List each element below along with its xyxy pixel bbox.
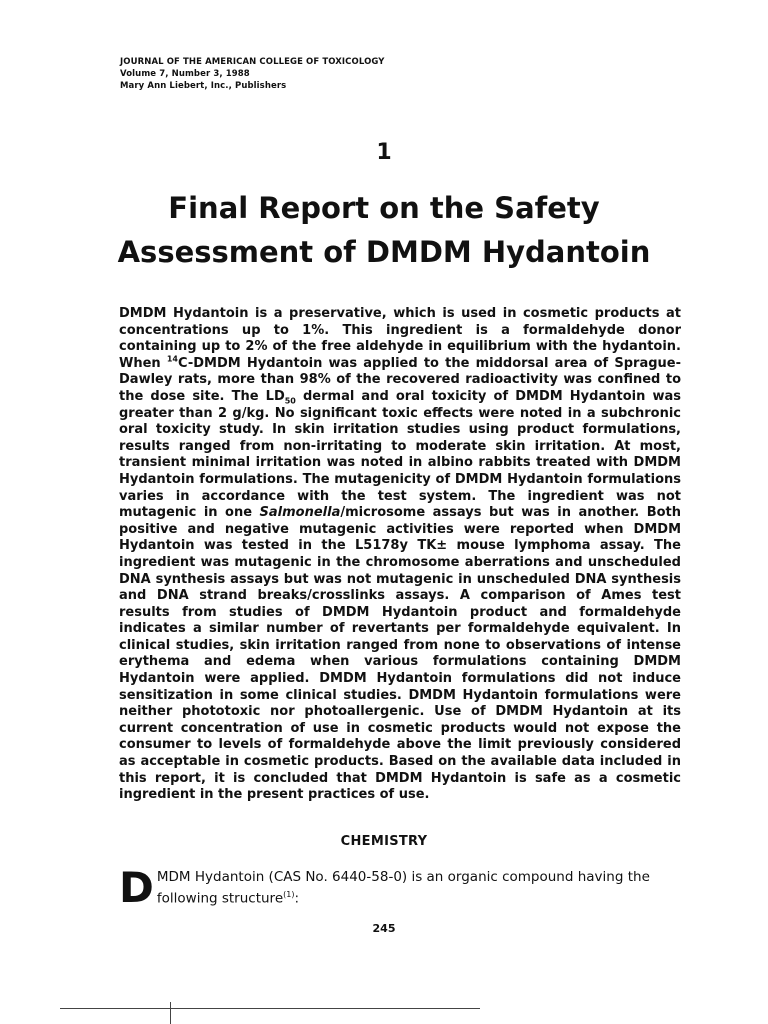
journal-publisher: Mary Ann Liebert, Inc., Publishers (120, 81, 287, 91)
isotope-superscript: 14 (166, 354, 178, 364)
salmonella-italic: Salmonella (259, 505, 341, 521)
abstract (119, 306, 681, 804)
ld50-subscript: 50 (284, 396, 296, 406)
journal-volume: Volume 7, Number 3, 1988 (120, 69, 250, 79)
abstract-part-2: C-DMDM Hydantoin was applied to the middorsal area of Sprague-Dawley rats, more than 98% of the recovered radioactivity was confined to the dose site. The LD (119, 355, 681, 404)
journal-header (120, 56, 385, 92)
chemistry-paragraph (119, 863, 681, 912)
chapter-number: 1 (376, 140, 392, 165)
journal-name: JOURNAL OF THE AMERICAN COLLEGE OF TOXICOLOGY (120, 57, 385, 67)
chemistry-colon: : (294, 890, 300, 907)
title-line-2: Assessment of DMDM Hydantoin (117, 235, 651, 269)
drop-cap: D (119, 863, 154, 912)
abstract-part-1: DMDM Hydantoin is a preservative, which is used in cosmetic products at concentrations up to 1%. This ingredient is a formaldehyde donor containing up to 2% of the free aldehyde in equilibrium with the hydantoin. When (119, 306, 681, 371)
chemistry-text: MDM Hydantoin (CAS No. 6440-58-0) is an organic compound having the following structure (156, 869, 650, 907)
abstract-part-3: dermal and oral toxicity of DMDM Hydantoin was greater than 2 g/kg. No significant toxic effects were noted in a subchronic oral toxicity study. In skin irritation studies using product formulations, results ranged from non-irritating to moderate skin irritation. At most, transient minimal irritation was noted in albino rabbits treated with DMDM Hydantoin formulations. The mutagenicity of DMDM Hydantoin formulations varies in accordance with the test system. The ingredient was not mutagenic in one (119, 388, 681, 521)
scan-edge-line (60, 1008, 480, 1009)
article-title (90, 186, 678, 274)
scan-edge-tick (170, 1002, 171, 1024)
page-number: 245 (372, 922, 396, 935)
reference-superscript: (1) (283, 890, 295, 899)
section-heading-chemistry: CHEMISTRY (340, 834, 428, 849)
abstract-part-4: /microsome assays but was in another. Both positive and negative mutagenic activities were reported when DMDM Hydantoin was tested in the L5178y TK± mouse lymphoma assay. The ingredient was mutagenic in the chromosome aberrations and unscheduled DNA synthesis assays but was not mutagenic in unscheduled DNA synthesis and DNA strand breaks/crosslinks assays. A comparison of Ames test results from studies of DMDM Hydantoin product and formaldehyde indicates a similar number of revertants per formaldehyde equivalent. In clinical studies, skin irritation ranged from none to observations of intense erythema and edema when various formulations containing DMDM Hydantoin were applied. DMDM Hydantoin formulations did not induce sensitization in some clinical studies. DMDM Hydantoin formulations were neither phototoxic nor photoallergenic. Use of DMDM Hydantoin at its current concentration of use in cosmetic products would not expose the consumer to levels of formaldehyde above the limit previously considered as acceptable in cosmetic products. Based on the available data included in this report, it is concluded that DMDM Hydantoin is safe as a cosmetic ingredient in the present practices of use. (119, 505, 681, 803)
title-line-1: Final Report on the Safety (168, 191, 600, 225)
